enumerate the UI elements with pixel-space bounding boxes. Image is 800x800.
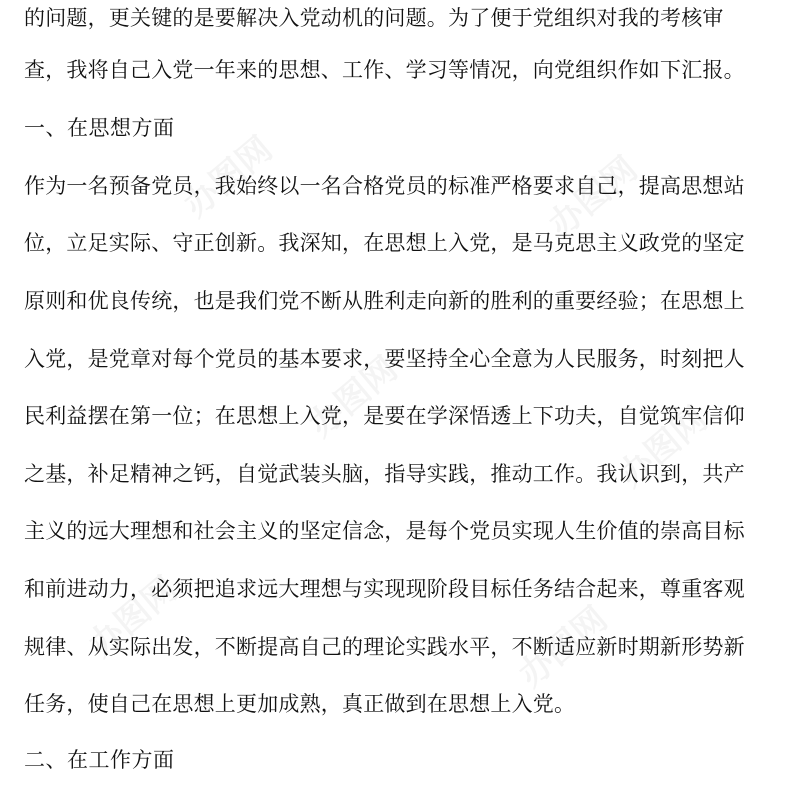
watermark-4: 办图网 <box>611 399 716 496</box>
section-heading-thought: 一、在思想方面 <box>24 116 175 140</box>
paragraph-line: 规律、从实际出发，不断提高自己的理论实践水平，不断适应新时期新形势新 <box>24 635 745 659</box>
paragraph-line: 主义的远大理想和社会主义的坚定信念，是每个党员实现人生价值的崇高目标 <box>24 519 745 543</box>
paragraph-line: 的问题，更关键的是要解决入党动机的问题。为了便于党组织对我的考核审 <box>24 6 724 30</box>
watermark-1: 办图网 <box>176 129 281 226</box>
paragraph-line: 民利益摆在第一位；在思想上入党，是要在学深悟透上下功夫，自觉筑牢信仰 <box>24 404 745 428</box>
paragraph-line: 作为一名预备党员，我始终以一名合格党员的标准严格要求自己，提高思想站 <box>24 174 745 198</box>
paragraph-line: 查，我将自己入党一年来的思想、工作、学习等情况，向党组织作如下汇报。 <box>24 58 745 82</box>
paragraph-line: 位，立足实际、守正创新。我深知，在思想上入党，是马克思主义政党的坚定 <box>24 231 745 255</box>
watermark-6: 办图网 <box>511 599 616 696</box>
paragraph-line: 入党，是党章对每个党员的基本要求，要坚持全心全意为人民服务，时刻把人 <box>24 347 745 371</box>
paragraph-line: 原则和优良传统，也是我们党不断从胜利走向新的胜利的重要经验；在思想上 <box>24 289 745 313</box>
section-heading-work: 二、在工作方面 <box>24 748 175 772</box>
paragraph-line: 和前进动力，必须把追求远大理想与实现现阶段目标任务结合起来，尊重客观 <box>24 577 745 601</box>
watermark-2: 办图网 <box>541 149 646 246</box>
paragraph-line: 之基，补足精神之钙，自觉武装头脑，指导实践，推动工作。我认识到，共产 <box>24 462 745 486</box>
paragraph-line: 任务，使自己在思想上更加成熟，真正做到在思想上入党。 <box>24 692 576 716</box>
watermark-5: 办图网 <box>81 569 186 666</box>
watermark-3: 办图网 <box>301 349 406 446</box>
